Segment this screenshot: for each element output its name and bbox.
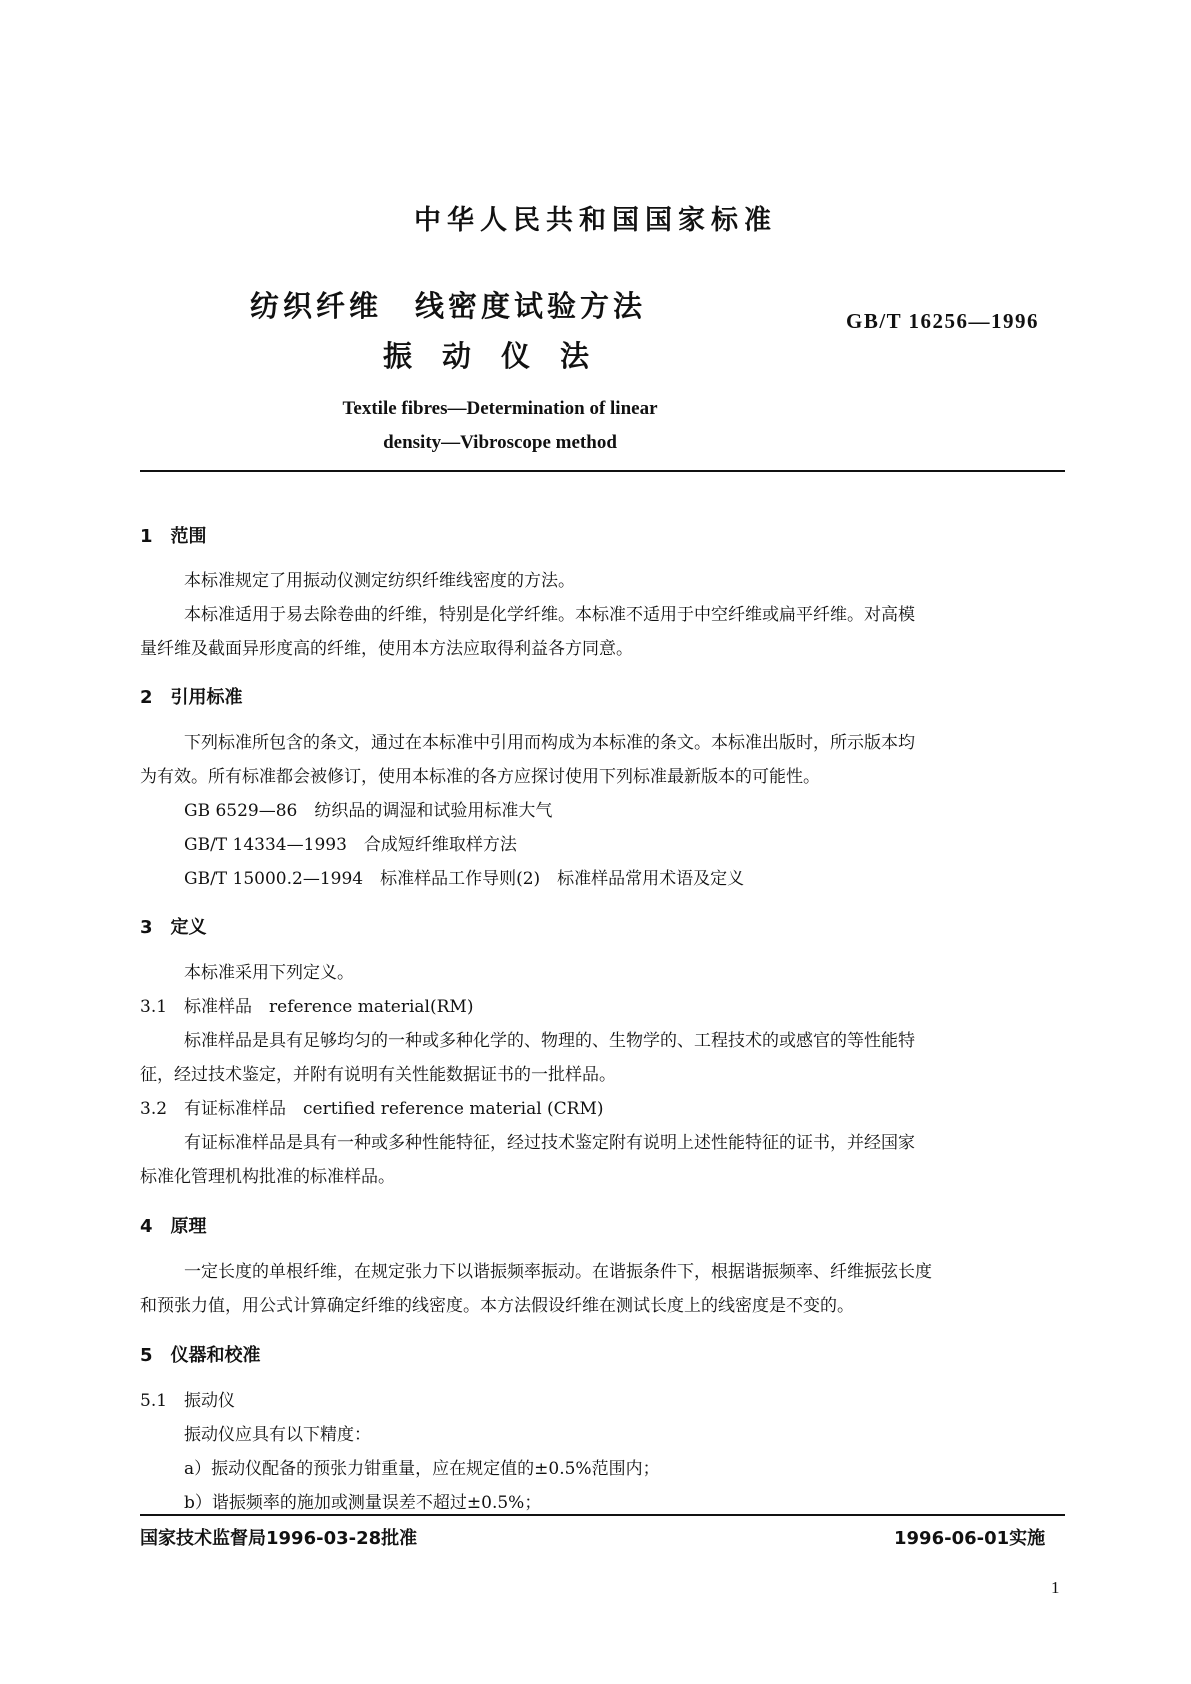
s2-paragraph-1b: 为有效。所有标准都会被修订，使用本标准的各方应探讨使用下列标准最新版本的可能性。 — [140, 767, 820, 787]
header-rule — [140, 470, 1065, 472]
definition-3-2-title: 3.2 有证标准样品 certified reference material (CRM) — [140, 1099, 604, 1119]
section-4-heading: 4 原理 — [140, 1216, 207, 1237]
standard-title: 中华人民共和国国家标准 — [414, 205, 777, 236]
definition-3-2-text-a: 有证标准样品是具有一种或多种性能特征，经过技术鉴定附有说明上述性能特征的证书，并经国家 — [184, 1133, 915, 1153]
title-en-line2: density—Vibroscope method — [383, 432, 617, 453]
title-en — [0, 392, 1000, 460]
s1-paragraph-2a: 本标准适用于易去除卷曲的纤维，特别是化学纤维。本标准不适用于中空纤维或扁平纤维。对高模 — [184, 605, 915, 625]
title-en-line1: Textile fibres—Determination of linear — [342, 398, 658, 419]
s2-paragraph-1a: 下列标准所包含的条文，通过在本标准中引用而构成为本标准的条文。本标准出版时，所示版本均 — [184, 733, 915, 753]
s1-paragraph-1: 本标准规定了用振动仪测定纺织纤维线密度的方法。 — [184, 571, 575, 591]
s1-paragraph-2b: 量纤维及截面异形度高的纤维，使用本方法应取得利益各方同意。 — [140, 639, 633, 659]
approval-date: 国家技术监督局1996-03-28批准 — [140, 1528, 418, 1549]
section-3-heading: 3 定义 — [140, 917, 207, 938]
s4-paragraph-1a: 一定长度的单根纤维，在规定张力下以谐振频率振动。在谐振条件下，根据谐振频率、纤维振弦长度 — [184, 1262, 932, 1282]
reference-item: GB/T 15000.2—1994 标准样品工作导则(2) 标准样品常用术语及定义 — [184, 869, 745, 889]
title-cn-line1: 纺织纤维 线密度试验方法 — [250, 289, 647, 323]
list-item-a: a）振动仪配备的预张力钳重量，应在规定值的±0.5%范围内； — [184, 1459, 660, 1479]
s5-1-paragraph: 振动仪应具有以下精度： — [184, 1425, 371, 1445]
list-item-b: b）谐振频率的施加或测量误差不超过±0.5%； — [184, 1493, 542, 1513]
reference-item: GB/T 14334—1993 合成短纤维取样方法 — [184, 835, 517, 855]
definition-3-2-text-b: 标准化管理机构批准的标准样品。 — [140, 1167, 395, 1187]
title-cn-line2: 振动仪法 — [383, 339, 620, 373]
standard-code: GB/T 16256—1996 — [846, 309, 1040, 333]
section-2-heading: 2 引用标准 — [140, 687, 243, 708]
s3-paragraph-1: 本标准采用下列定义。 — [184, 963, 354, 983]
page-number: 1 — [1051, 1578, 1060, 1597]
reference-item: GB 6529—86 纺织品的调湿和试验用标准大气 — [184, 801, 553, 821]
implementation-date: 1996-06-01实施 — [894, 1528, 1046, 1549]
section-1-heading: 1 范围 — [140, 526, 207, 547]
footer-rule — [140, 1514, 1065, 1516]
section-5-heading: 5 仪器和校准 — [140, 1345, 261, 1366]
definition-3-1-text-a: 标准样品是具有足够均匀的一种或多种化学的、物理的、生物学的、工程技术的或感官的等性能特 — [184, 1031, 915, 1051]
s4-paragraph-1b: 和预张力值，用公式计算确定纤维的线密度。本方法假设纤维在测试长度上的线密度是不变的。 — [140, 1296, 854, 1316]
subsection-5-1-title: 5.1 振动仪 — [140, 1391, 236, 1411]
definition-3-1-title: 3.1 标准样品 reference material(RM) — [140, 997, 474, 1017]
definition-3-1-text-b: 征，经过技术鉴定，并附有说明有关性能数据证书的一批样品。 — [140, 1065, 616, 1085]
